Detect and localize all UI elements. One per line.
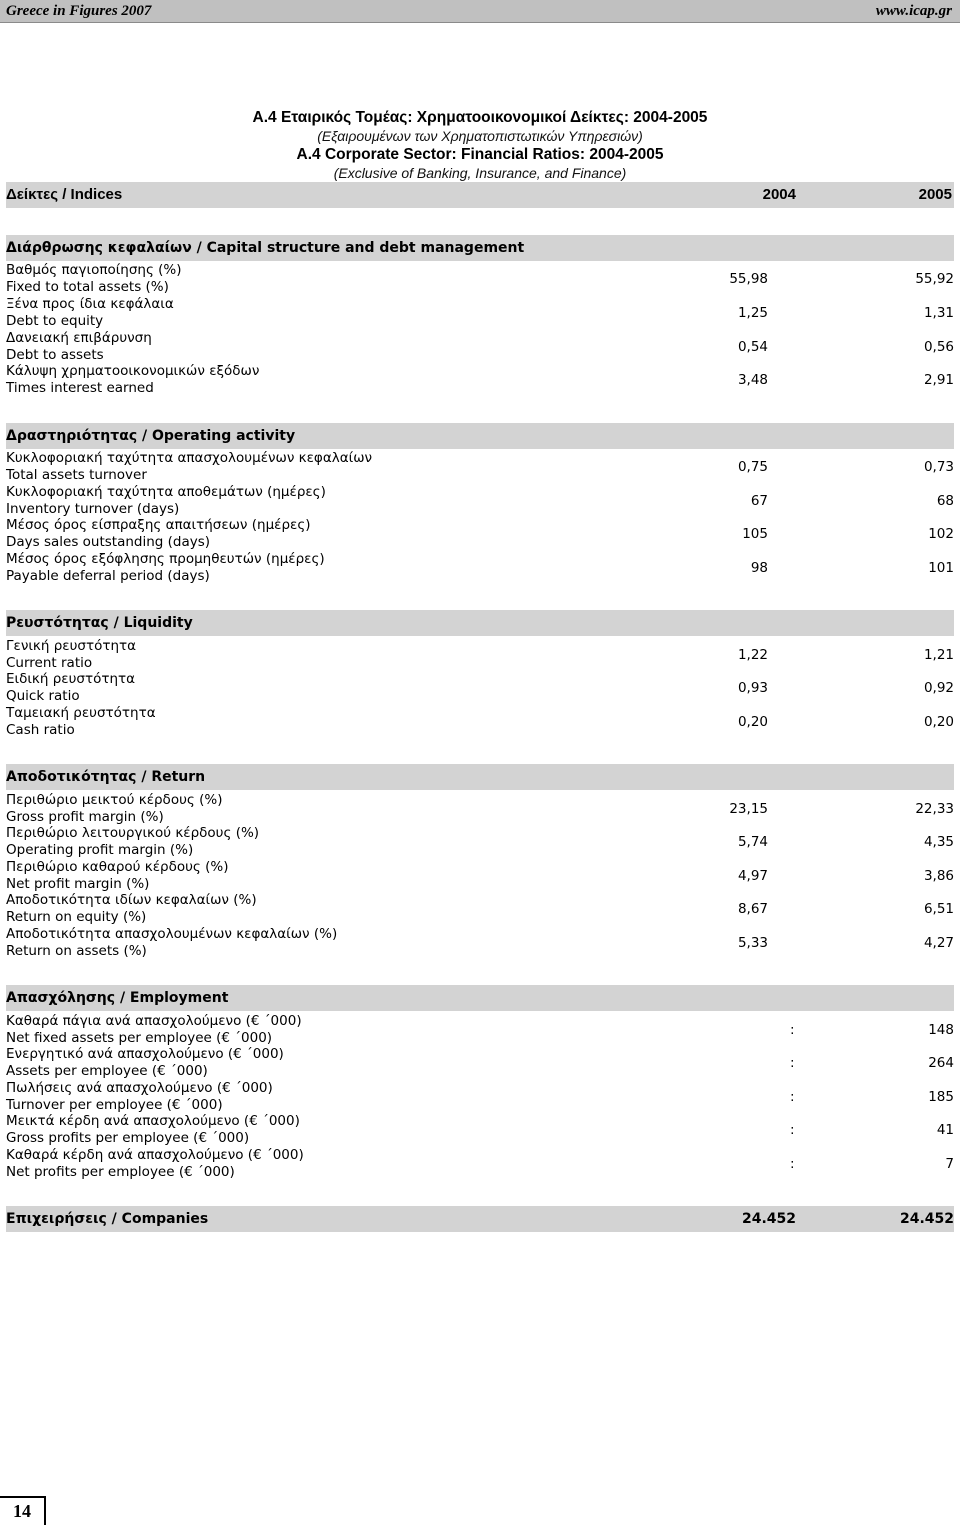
value-2005: 185 (928, 1089, 954, 1105)
row-label-english: Inventory turnover (days) (6, 501, 180, 517)
section-header-return (6, 764, 954, 790)
section-header-liquidity (6, 610, 954, 636)
value-2005: 148 (928, 1022, 954, 1038)
table-row (6, 1113, 954, 1147)
companies-total-row (6, 1206, 954, 1232)
title-english: A.4 Corporate Sector: Financial Ratios: 2004-2005 (296, 146, 664, 163)
row-label-greek: Μέσος όρος εξόφλησης προμηθευτών (ημέρες) (6, 551, 325, 567)
value-2004: 5,74 (737, 834, 768, 850)
row-label-english: Net fixed assets per employee (€ ΄000) (6, 1030, 273, 1046)
row-label-greek: Μεικτά κέρδη ανά απασχολούμενο (€ ΄000) (6, 1113, 300, 1129)
row-label-greek: Καθαρά κέρδη ανά απασχολούμενο (€ ΄000) (6, 1147, 304, 1163)
title-greek: Α.4 Εταιρικός Τομέας: Χρηματοοικονομικοί Δείκτες: 2004-2005 (252, 109, 708, 126)
table-row (6, 671, 954, 705)
row-label-english: Debt to assets (6, 347, 104, 363)
value-2005: 0,20 (923, 714, 954, 730)
row-label-english: Operating profit margin (%) (6, 842, 194, 858)
publication-title: Greece in Figures 2007 (6, 3, 152, 19)
section-header-operating-activity (6, 423, 954, 449)
section-header-capital-structure (6, 235, 954, 261)
row-label-english: Net profit margin (%) (6, 876, 150, 892)
row-label-greek: Ενεργητικό ανά απασχολούμενο (€ ΄000) (6, 1046, 284, 1062)
companies-label: Επιχειρήσεις / Companies (6, 1211, 209, 1227)
row-label-english: Total assets turnover (6, 467, 147, 483)
column-header (6, 182, 954, 208)
column-header-2004: 2004 (762, 186, 796, 203)
value-2005: 101 (928, 560, 954, 576)
table-row (6, 638, 954, 672)
value-2005: 4,27 (923, 935, 954, 951)
section-title: Απασχόλησης / Employment (6, 990, 229, 1006)
value-2005: 6,51 (923, 901, 954, 917)
table-row (6, 330, 954, 364)
table-row (6, 892, 954, 926)
value-2005: 4,35 (923, 834, 954, 850)
row-label-greek: Ταμειακή ρευστότητα (6, 705, 156, 721)
page-header (0, 0, 960, 23)
row-label-greek: Καθαρά πάγια ανά απασχολούμενο (€ ΄000) (6, 1013, 302, 1029)
row-label-greek: Κάλυψη χρηματοοικονομικών εξόδων (6, 363, 260, 379)
table-row (6, 551, 954, 585)
value-2004: 98 (750, 560, 768, 576)
row-label-english: Assets per employee (€ ΄000) (6, 1063, 208, 1079)
row-label-greek: Αποδοτικότητα απασχολουμένων κεφαλαίων (%) (6, 926, 338, 942)
table-row (6, 1147, 954, 1181)
value-2004: 5,33 (737, 935, 768, 951)
value-2004: 3,48 (737, 372, 768, 388)
row-label-greek: Περιθώριο λειτουργικού κέρδους (%) (6, 825, 260, 841)
table-row (6, 1046, 954, 1080)
value-2004: 1,25 (737, 305, 768, 321)
value-2005: 264 (928, 1055, 954, 1071)
value-2004: 0,75 (737, 459, 768, 475)
column-header-2005: 2005 (918, 186, 952, 203)
section-title: Διάρθρωσης κεφαλαίων / Capital structure and debt management (6, 240, 525, 256)
value-2004-not-available: : (790, 1089, 795, 1105)
row-label-greek: Περιθώριο καθαρού κέρδους (%) (6, 859, 229, 875)
companies-2004: 24.452 (741, 1211, 796, 1227)
value-2004: 4,97 (737, 868, 768, 884)
section-title: Αποδοτικότητας / Return (6, 769, 206, 785)
table-row (6, 296, 954, 330)
table-row (6, 825, 954, 859)
value-2005: 0,73 (923, 459, 954, 475)
row-label-english: Net profits per employee (€ ΄000) (6, 1164, 235, 1180)
row-label-greek: Ξένα προς ίδια κεφάλαια (6, 296, 174, 312)
row-label-english: Current ratio (6, 655, 93, 671)
row-label-greek: Αποδοτικότητα ιδίων κεφαλαίων (%) (6, 892, 257, 908)
section-title: Δραστηριότητας / Operating activity (6, 428, 296, 444)
value-2004: 67 (750, 493, 768, 509)
table-title-block (0, 108, 960, 182)
row-label-greek: Πωλήσεις ανά απασχολούμενο (€ ΄000) (6, 1080, 273, 1096)
subtitle-greek: (Εξαιρουμένων των Χρηματοπιστωτικών Υπηρεσιών) (317, 128, 643, 144)
subtitle-english: (Exclusive of Banking, Insurance, and Finance) (333, 165, 627, 181)
value-2005: 55,92 (915, 271, 954, 287)
column-header-label: Δείκτες / Indices (6, 186, 123, 203)
row-label-greek: Περιθώριο μεικτού κέρδους (%) (6, 792, 223, 808)
row-label-english: Quick ratio (6, 688, 80, 704)
section-title: Ρευστότητας / Liquidity (6, 615, 193, 631)
value-2004-not-available: : (790, 1156, 795, 1172)
table-row (6, 859, 954, 893)
table-row (6, 262, 954, 296)
value-2005: 1,21 (923, 647, 954, 663)
row-label-english: Gross profits per employee (€ ΄000) (6, 1130, 250, 1146)
value-2005: 7 (945, 1156, 954, 1172)
value-2005: 0,92 (923, 680, 954, 696)
table-row (6, 1013, 954, 1047)
row-label-greek: Γενική ρευστότητα (6, 638, 137, 654)
table-row (6, 517, 954, 551)
value-2004: 0,54 (737, 339, 768, 355)
value-2005: 3,86 (923, 868, 954, 884)
value-2005: 2,91 (923, 372, 954, 388)
row-label-english: Return on equity (%) (6, 909, 147, 925)
value-2005: 41 (936, 1122, 954, 1138)
row-label-english: Times interest earned (6, 380, 154, 396)
value-2004: 55,98 (729, 271, 768, 287)
value-2005: 22,33 (915, 801, 954, 817)
row-label-english: Turnover per employee (€ ΄000) (6, 1097, 223, 1113)
row-label-english: Days sales outstanding (days) (6, 534, 211, 550)
companies-2005: 24.452 (899, 1211, 954, 1227)
table-row (6, 1080, 954, 1114)
row-label-greek: Δανειακή επιβάρυνση (6, 330, 152, 346)
value-2004: 105 (742, 526, 768, 542)
section-header-employment (6, 985, 954, 1011)
value-2005: 0,56 (923, 339, 954, 355)
table-row (6, 363, 954, 397)
row-label-greek: Ειδική ρευστότητα (6, 671, 136, 687)
table-row (6, 484, 954, 518)
table-row (6, 926, 954, 960)
row-label-english: Return on assets (%) (6, 943, 147, 959)
row-label-greek: Κυκλοφοριακή ταχύτητα απασχολουμένων κεφαλαίων (6, 450, 373, 466)
row-label-english: Debt to equity (6, 313, 104, 329)
row-label-english: Fixed to total assets (%) (6, 279, 169, 295)
value-2004: 0,93 (737, 680, 768, 696)
value-2004-not-available: : (790, 1022, 795, 1038)
row-label-english: Cash ratio (6, 722, 75, 738)
table-row (6, 792, 954, 826)
row-label-greek: Βαθμός παγιοποίησης (%) (6, 262, 182, 278)
table-row (6, 705, 954, 739)
row-label-greek: Μέσος όρος είσπραξης απαιτήσεων (ημέρες) (6, 517, 311, 533)
value-2004: 0,20 (737, 714, 768, 730)
value-2004: 1,22 (737, 647, 768, 663)
value-2004: 8,67 (737, 901, 768, 917)
value-2004-not-available: : (790, 1122, 795, 1138)
row-label-english: Payable deferral period (days) (6, 568, 210, 584)
row-label-greek: Κυκλοφοριακή ταχύτητα αποθεμάτων (ημέρες) (6, 484, 326, 500)
website-link[interactable]: www.icap.gr (875, 3, 952, 19)
page-number: 14 (0, 1496, 46, 1525)
row-label-english: Gross profit margin (%) (6, 809, 164, 825)
value-2005: 1,31 (923, 305, 954, 321)
value-2004: 23,15 (729, 801, 768, 817)
value-2005: 102 (928, 526, 954, 542)
value-2004-not-available: : (790, 1055, 795, 1071)
value-2005: 68 (936, 493, 954, 509)
table-row (6, 450, 954, 484)
